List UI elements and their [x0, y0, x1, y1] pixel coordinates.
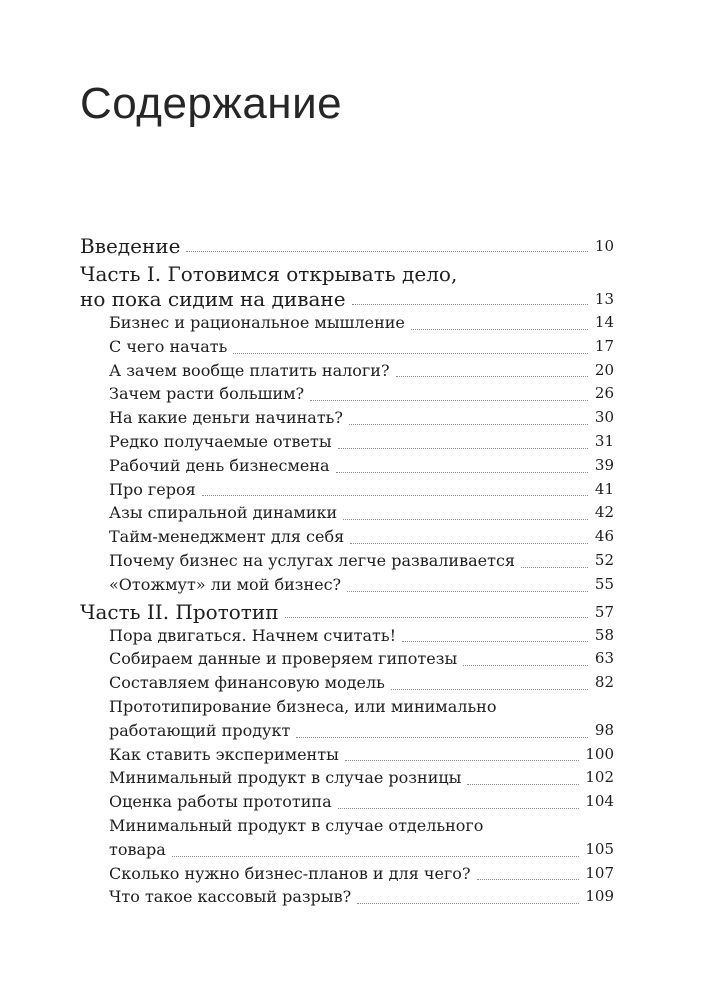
- toc-chapter-page: 104: [585, 792, 614, 811]
- dot-leader: [343, 518, 588, 520]
- dot-leader: [352, 303, 588, 305]
- toc-chapter-page: 31: [594, 431, 614, 450]
- toc-chapter[interactable]: [80, 624, 614, 648]
- part1-chapter-list: [80, 311, 614, 597]
- toc-chapter[interactable]: [80, 671, 614, 695]
- toc-chapter-title: Как ставить эксперименты: [109, 744, 339, 764]
- dot-leader: [521, 566, 588, 568]
- toc-chapter-page: 105: [585, 839, 614, 858]
- toc-chapter-title: Бизнес и рациональное мышление: [109, 313, 405, 332]
- toc-chapter-title: А зачем вообще платить налоги?: [109, 360, 390, 380]
- toc-chapter-page: 107: [585, 863, 614, 882]
- toc-chapter-title: Тайм-менеджмент для себя: [109, 527, 345, 547]
- dot-leader: [402, 640, 588, 642]
- dot-leader: [338, 447, 588, 449]
- toc-chapter[interactable]: [80, 478, 614, 502]
- toc-chapter-title: Про героя: [109, 479, 196, 499]
- dot-leader: [310, 399, 588, 401]
- toc-entry-page: 13: [594, 290, 614, 308]
- toc-chapter-page: 41: [594, 479, 614, 498]
- toc-chapter-page: 52: [594, 550, 614, 569]
- toc-entry-title-line2: но пока сидим на диване: [80, 287, 346, 311]
- toc-chapter-multiline[interactable]: [80, 695, 614, 743]
- toc-entry-part2[interactable]: [80, 600, 614, 624]
- toc-chapter[interactable]: [80, 573, 614, 597]
- toc-entry-title-line2-row: [80, 287, 614, 311]
- toc-chapter-title-line1: Минимальный продукт в случае отдельного: [109, 815, 484, 835]
- toc-chapter-page: 100: [585, 744, 614, 763]
- dot-leader: [396, 375, 588, 377]
- toc-entry-page: 10: [594, 237, 614, 255]
- toc-entry-page: 57: [594, 602, 614, 621]
- dot-leader: [467, 783, 579, 785]
- dot-leader: [477, 878, 580, 880]
- toc-chapter-title-line2: товара: [109, 839, 166, 859]
- dot-leader: [345, 759, 580, 761]
- dot-leader: [336, 471, 588, 473]
- dot-leader: [411, 328, 588, 330]
- toc-chapter[interactable]: [80, 766, 614, 790]
- dot-leader: [338, 807, 580, 809]
- toc-chapter-title: Что такое кассовый разрыв?: [109, 887, 352, 907]
- dot-leader: [463, 664, 588, 666]
- toc-chapter[interactable]: [80, 311, 614, 335]
- toc-entry-title-line1: Часть I. Готовимся открывать дело,: [80, 262, 458, 286]
- toc-chapter-title: Пора двигаться. Начнем считать!: [109, 625, 397, 645]
- toc-entry-title: Часть II. Прототип: [80, 599, 279, 624]
- toc-chapter-page: 14: [594, 313, 614, 331]
- toc-entry-intro[interactable]: [80, 234, 614, 258]
- toc-chapter-title: «Отожмут» ли мой бизнес?: [109, 574, 342, 594]
- toc-chapter-page: 17: [594, 336, 614, 355]
- toc-chapter-title: Сколько нужно бизнес-планов и для чего?: [109, 863, 471, 883]
- toc-chapter-title: Оценка работы прототипа: [109, 792, 332, 812]
- toc-chapter[interactable]: [80, 862, 614, 886]
- toc-entry-part1[interactable]: [80, 262, 614, 311]
- toc-chapter-page: 42: [594, 503, 614, 522]
- dot-leader: [347, 590, 588, 592]
- toc-chapter[interactable]: [80, 743, 614, 767]
- toc-chapter-page: 58: [594, 625, 614, 644]
- toc-chapter-page: 46: [594, 527, 614, 546]
- toc-chapter-page: 55: [594, 574, 614, 593]
- toc-chapter-title-line1: Прототипирование бизнеса, или минимально: [109, 696, 497, 716]
- toc-chapter-page: 109: [585, 887, 614, 906]
- dot-leader: [233, 352, 588, 354]
- toc-chapter-page: 30: [594, 408, 614, 427]
- toc-chapter-page: 20: [594, 360, 614, 379]
- toc-chapter-page: 82: [594, 673, 614, 692]
- dot-leader: [296, 736, 588, 738]
- toc-chapter-title: С чего начать: [109, 336, 228, 356]
- toc-chapter-page: 102: [585, 768, 614, 787]
- toc-chapter[interactable]: [80, 359, 614, 383]
- toc-chapter-page: 39: [594, 455, 614, 474]
- toc-entry-title: Введение: [80, 234, 181, 258]
- toc-chapter-title: Зачем расти большим?: [109, 384, 305, 404]
- dot-leader: [357, 902, 579, 904]
- toc-chapter-title: Собираем данные и проверяем гипотезы: [109, 649, 458, 669]
- toc-chapter-title: Редко получаемые ответы: [109, 431, 332, 451]
- toc-chapter[interactable]: [80, 430, 614, 454]
- part2-chapter-list: [80, 624, 614, 910]
- toc-chapter-title: Почему бизнес на услугах легче разваливается: [109, 550, 516, 570]
- toc-chapter-page: 26: [594, 384, 614, 403]
- toc-chapter[interactable]: [80, 525, 614, 549]
- dot-leader: [186, 250, 588, 252]
- toc-chapter-title: Составляем финансовую модель: [109, 673, 385, 693]
- toc-chapter-title: Рабочий день бизнесмена: [109, 455, 330, 475]
- dot-leader: [172, 855, 580, 857]
- dot-leader: [349, 423, 588, 425]
- table-of-contents: [80, 234, 614, 909]
- toc-chapter-title-line2-row: [80, 719, 614, 743]
- dot-leader: [202, 494, 588, 496]
- toc-chapter[interactable]: [80, 885, 614, 909]
- toc-chapter[interactable]: [80, 790, 614, 814]
- toc-chapter[interactable]: [80, 406, 614, 430]
- dot-leader: [285, 616, 588, 618]
- toc-chapter[interactable]: [80, 647, 614, 671]
- toc-chapter[interactable]: [80, 501, 614, 525]
- toc-chapter-title: Азы спиральной динамики: [109, 503, 338, 523]
- toc-chapter-title: На какие деньги начинать?: [109, 408, 343, 428]
- toc-chapter[interactable]: [80, 335, 614, 359]
- dot-leader: [350, 542, 588, 544]
- toc-chapter-title: Минимальный продукт в случае розницы: [109, 768, 462, 788]
- toc-chapter-page: 98: [594, 720, 614, 739]
- toc-chapter[interactable]: [80, 382, 614, 406]
- dot-leader: [391, 688, 588, 690]
- toc-chapter-title-line2-row: [80, 838, 614, 862]
- toc-chapter-multiline[interactable]: [80, 814, 614, 862]
- toc-chapter-page: 63: [594, 649, 614, 668]
- page-title: Содержание: [80, 79, 343, 128]
- toc-chapter[interactable]: [80, 549, 614, 573]
- toc-chapter[interactable]: [80, 454, 614, 478]
- toc-chapter-title-line2: работающий продукт: [109, 720, 291, 740]
